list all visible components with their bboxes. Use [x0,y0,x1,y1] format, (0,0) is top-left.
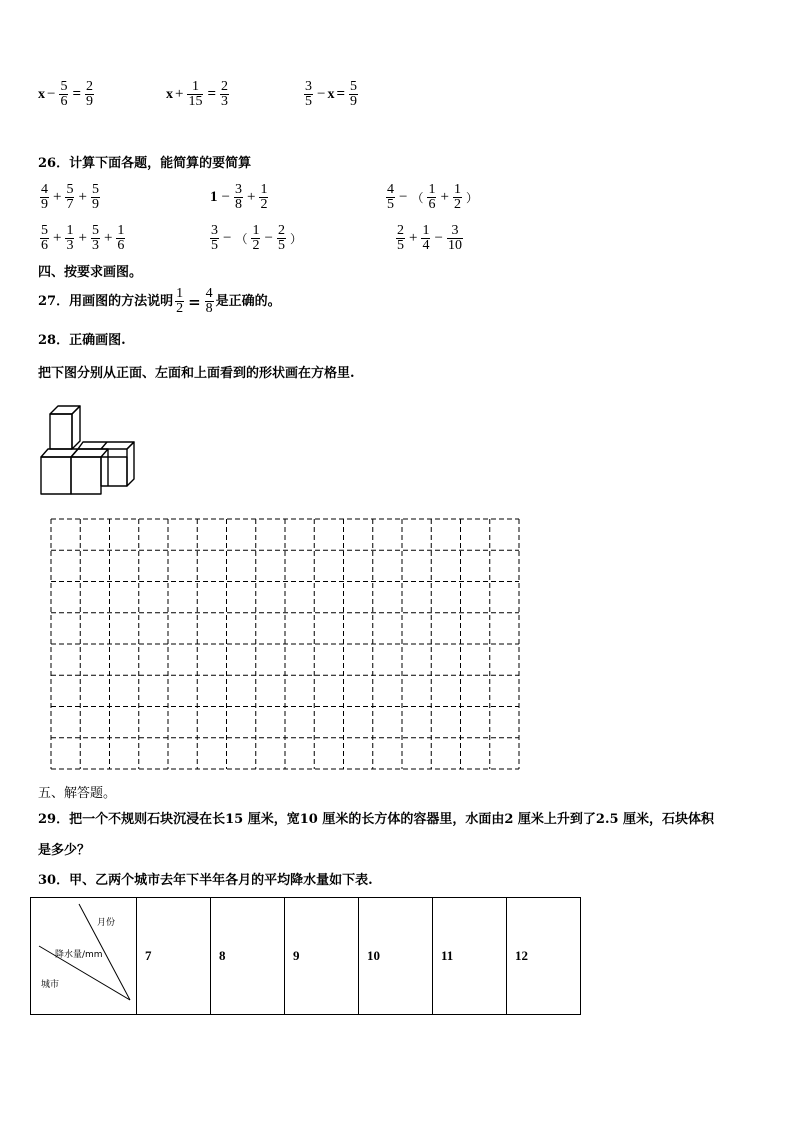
fraction: $\frac{1}{2}$ [252,223,260,253]
operator: + [53,230,62,246]
question-26-title: 26．计算下面各题，能简算的要简算 [38,156,252,171]
operator: + [78,230,87,246]
question-28-title: 28．正确画图. [38,333,126,348]
question-29-line-1: 29．把一个不规则石块沉浸在长15 厘米，宽10 厘米的长方体的容器里，水面由2 厘米上升到了2.5 厘米，石块体积 [38,812,715,827]
fraction: $\frac{2}{5}$ [397,223,404,253]
fraction: $\frac{1}{3}$ [66,223,74,253]
fraction: $\frac{5}{9}$ [91,182,99,212]
equation-1 [38,80,96,109]
month-cell-12: 12 [507,898,581,1015]
fraction: $\frac{1}{6}$ [117,223,125,253]
right-paren: ） [465,191,478,205]
fraction: $\frac{5}{6}$ [60,79,68,109]
equation-3 [302,80,360,109]
fraction: $\frac{1}{4}$ [422,223,430,253]
fraction: $\frac{5}{3}$ [91,223,99,253]
operator: − [317,86,326,102]
question-27 [38,287,281,316]
left-paren: （ [411,191,424,205]
month-cell-7: 7 [137,898,211,1015]
rainfall-table [30,897,581,1015]
fraction: $\frac{3}{10}$ [447,223,462,253]
fraction: $\frac{2}{9}$ [86,79,94,109]
q26-expr-4 [38,224,127,253]
fraction: $\frac{1}{15}$ [188,79,203,109]
equals-sign: = [72,86,82,102]
operator: − [47,86,56,102]
question-28-instruction: 把下图分别从正面、左面和上面看到的形状画在方格里. [38,366,355,381]
equals-sign: = [207,86,217,102]
fraction: $\frac{2}{3}$ [221,79,229,109]
drawing-grid[interactable] [50,518,520,770]
variable-x: x [327,86,335,102]
month-cell-8: 8 [211,898,285,1015]
equals-sign: = [188,292,201,311]
question-30-title: 30．甲、乙两个城市去年下半年各月的平均降水量如下表. [38,873,373,888]
question-27-prefix: 27．用画图的方法说明 [38,293,174,309]
operator: + [103,230,113,246]
header-month-label: 月份 [97,918,116,928]
q26-expr-2 [208,183,270,212]
fraction: $\frac{1}{6}$ [428,182,436,212]
variable-x: x [166,86,173,102]
fraction: $\frac{3}{8}$ [234,182,242,212]
operator: − [223,230,232,246]
fraction: $\frac{4}{9}$ [41,182,48,212]
section-5-heading: 五、解答题。 [38,786,117,801]
operator: + [409,230,418,246]
left-paren: （ [235,232,248,246]
month-cell-10: 10 [359,898,433,1015]
fraction: $\frac{5}{6}$ [41,223,48,253]
fraction: $\frac{1}{2}$ [176,286,184,316]
section-4-heading: 四、按要求画图。 [38,265,143,280]
fraction: $\frac{4}{5}$ [387,182,394,212]
number: 1 [210,189,218,205]
header-city-label: 城市 [41,980,60,990]
fraction: $\frac{5}{9}$ [350,79,358,109]
q26-expr-5 [208,224,304,253]
fraction: $\frac{3}{5}$ [305,79,312,109]
variable-x: x [38,86,45,102]
fraction: $\frac{1}{2}$ [260,182,268,212]
fraction: $\frac{5}{7}$ [66,182,74,212]
operator: − [264,230,273,246]
operator: − [221,189,230,205]
month-cell-9: 9 [285,898,359,1015]
question-27-suffix: 是正确的。 [215,293,281,309]
fraction: $\frac{4}{8}$ [205,286,213,316]
operator: + [175,86,184,102]
diagonal-header-cell [31,898,137,1015]
right-paren: ） [289,232,302,246]
q26-expr-3 [384,183,480,212]
q26-expr-6 [394,224,465,253]
operator: − [434,230,443,246]
operator: + [53,189,62,205]
operator: + [78,189,87,205]
q26-expr-1 [38,183,102,212]
operator: − [399,189,408,205]
table-row [31,898,581,1015]
equals-sign: = [336,86,346,102]
fraction: $\frac{3}{5}$ [211,223,218,253]
month-cell-11: 11 [433,898,507,1015]
fraction: $\frac{1}{2}$ [453,182,461,212]
question-29-line-2: 是多少？ [38,843,91,858]
cube-figure [38,402,138,496]
operator: + [246,189,256,205]
operator: + [440,189,449,205]
equation-2 [166,80,231,109]
fraction: $\frac{2}{5}$ [277,223,285,253]
header-rainfall-label: 降水量/mm [55,950,103,960]
